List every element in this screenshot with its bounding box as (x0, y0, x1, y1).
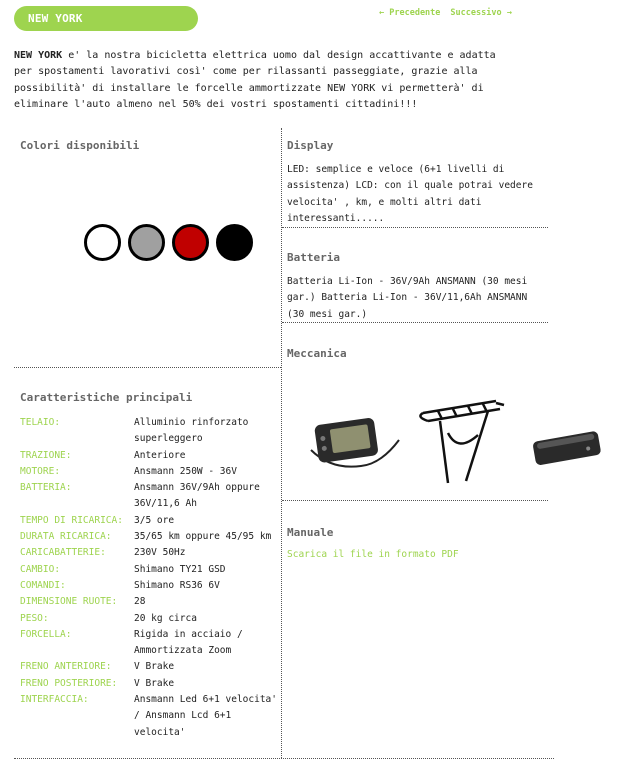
spec-label: CAMBIO: (20, 563, 61, 575)
spec-value: Ansmann Led 6+1 velocita' / Ansmann Lcd 6+1 velocita' (134, 694, 277, 738)
spec-row-comandi (20, 578, 282, 594)
spec-row-cambio (20, 562, 282, 578)
intro-product-name: NEW YORK (14, 50, 63, 61)
spec-value: 35/65 km oppure 45/95 km (134, 531, 272, 543)
spec-label: FRENO ANTERIORE: (20, 661, 112, 673)
color-swatch-grey[interactable] (128, 224, 165, 261)
spec-label: PESO: (20, 612, 49, 624)
spec-value: 3/5 ore (134, 514, 175, 526)
spec-label: MOTORE: (20, 465, 61, 477)
spec-row-freno-posteriore (20, 676, 282, 692)
spec-row-forcella (20, 627, 282, 660)
spec-label: FORCELLA: (20, 628, 72, 640)
spec-label: TELAIO: (20, 417, 61, 428)
page-title: NEW YORK (14, 6, 198, 31)
next-link[interactable]: Successivo → (450, 8, 512, 18)
spec-label: DIMENSIONE RUOTE: (20, 596, 118, 608)
spec-value: Anteriore (134, 449, 186, 461)
spec-row-motore (20, 464, 282, 480)
spec-row-tempo-ricarica (20, 513, 282, 529)
spec-row-freno-anteriore (20, 659, 282, 675)
spec-row-durata-ricarica (20, 529, 282, 545)
spec-label: CARICABATTERIE: (20, 547, 106, 559)
spec-label: FRENO POSTERIORE: (20, 677, 118, 689)
spec-row-trazione (20, 448, 282, 464)
intro-paragraph (14, 48, 504, 113)
divider-mechanics (282, 500, 548, 501)
spec-value: Rigida in acciaio / Ammortizzata Zoom (134, 628, 243, 657)
spec-label: TRAZIONE: (20, 449, 72, 461)
spec-value: 28 (134, 596, 146, 608)
spec-row-telaio (20, 415, 282, 448)
manual-heading: Manuale (287, 526, 334, 539)
pager (379, 8, 512, 18)
battery-heading: Batteria (287, 251, 340, 264)
spec-row-dimensione-ruote (20, 594, 282, 610)
spec-label: DURATA RICARICA: (20, 531, 112, 543)
display-text: LED: semplice e veloce (6+1 livelli di assistenza) LCD: con il quale potrai vedere velocita' , km, e molti altri dati interessanti..... (287, 164, 533, 224)
spec-value: Alluminio rinforzato superleggero (134, 417, 249, 445)
spec-value: 230V 50Hz (134, 547, 186, 559)
colors-heading: Colori disponibili (20, 139, 140, 152)
battery-text: Batteria Li-Ion - 36V/9Ah ANSMANN (30 mesi gar.) Batteria Li-Ion - 36V/11,6Ah ANSMANN (30 mesi gar.) (287, 276, 528, 320)
divider-colors (14, 367, 281, 368)
spec-row-peso (20, 611, 282, 627)
color-swatch-white[interactable] (84, 224, 121, 261)
prev-link[interactable]: ← Precedente (379, 8, 441, 18)
spec-label: COMANDI: (20, 579, 66, 591)
mechanics-heading: Meccanica (287, 347, 347, 360)
spec-label: BATTERIA: (20, 482, 72, 494)
spec-label: TEMPO DI RICARICA: (20, 514, 123, 526)
spec-value: Shimano TY21 GSD (134, 563, 226, 575)
spec-row-caricabatterie (20, 545, 282, 561)
rear-rack-image (408, 393, 513, 488)
specs-heading: Caratteristiche principali (20, 391, 193, 404)
spec-value: V Brake (134, 677, 175, 689)
manual-download-link[interactable]: Scarica il file in formato PDF (287, 549, 459, 560)
battery-pack-image (528, 424, 608, 474)
spec-row-batteria (20, 480, 282, 513)
spec-row-interfaccia (20, 692, 282, 741)
spec-value: Ansmann 36V/9Ah oppure 36V/11,6 Ah (134, 482, 260, 510)
intro-text: e' la nostra bicicletta elettrica uomo dal design accattivante e adatta per spostamenti lavorativi così' come per rilassanti passeggiate, grazie alla possibilità' di installare le forcelle ammortizzate NEW YORK vi permetterà' di eliminare l'auto almeno nel 50% dei vostri spostamenti cittadini!!! (14, 50, 496, 110)
specs-table (20, 415, 282, 741)
divider-bottom (14, 758, 554, 759)
spec-label: INTERFACCIA: (20, 694, 89, 706)
color-swatch-black[interactable] (216, 224, 253, 261)
spec-value: V Brake (134, 661, 175, 673)
spec-value: Ansmann 250W - 36V (134, 465, 237, 477)
spec-value: 20 kg circa (134, 612, 197, 624)
spec-value: Shimano RS36 6V (134, 579, 220, 591)
color-swatch-red[interactable] (172, 224, 209, 261)
color-swatches (84, 224, 253, 261)
display-heading: Display (287, 139, 334, 152)
lcd-display-image (291, 400, 403, 480)
